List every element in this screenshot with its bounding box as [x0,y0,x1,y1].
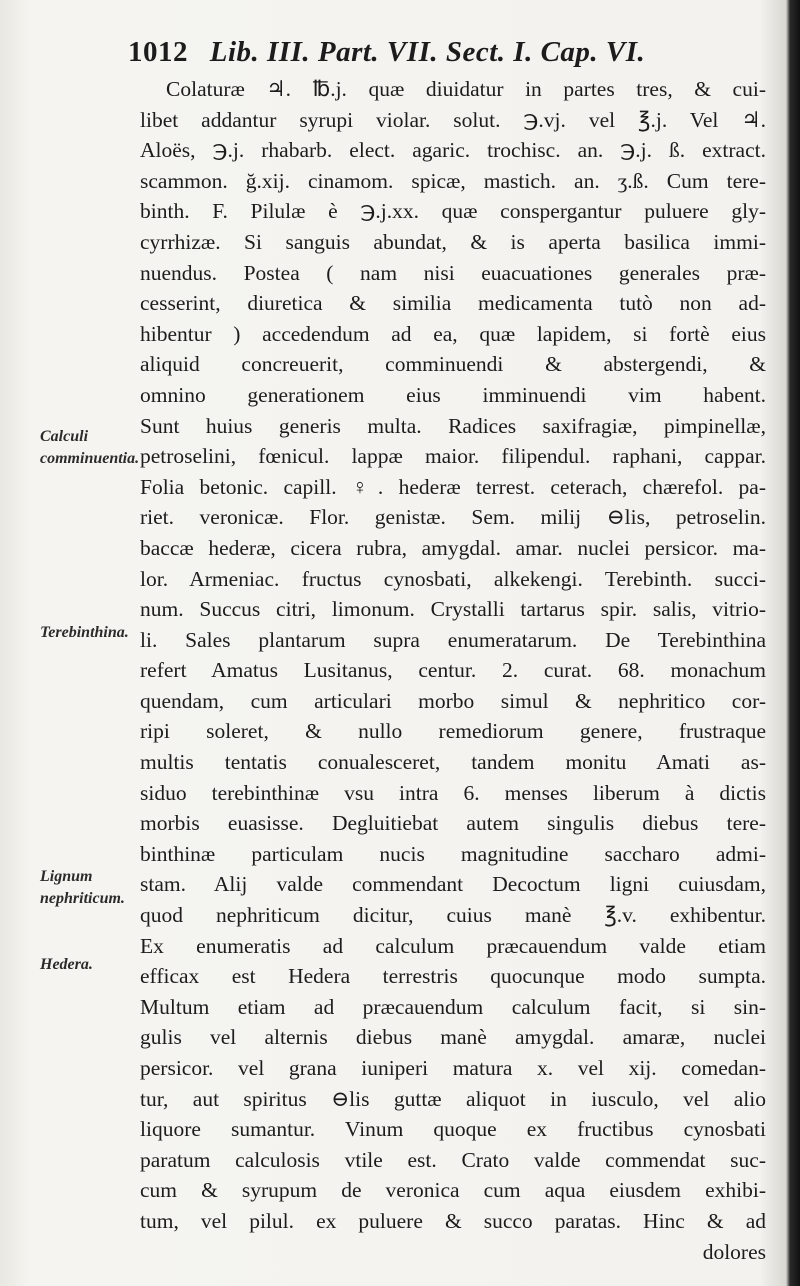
text-line: Sunt huius generis multa. Radices saxifragiæ, pimpinellæ, [140,413,766,438]
text-line: hibentur ) accedendum ad ea, quæ lapidem, si fortè eius [140,321,766,346]
text-line: binthinæ particulam nucis magnitudine saccharo admi- [140,841,766,866]
text-line: Aloës, ℈.j. rhabarb. elect. agaric. trochisc. an. ℈.j. ß. extract. [140,138,766,163]
text-line: tum, vel pilul. ex puluere & succo paratas. Hinc & ad [140,1208,766,1233]
text-line: persicor. vel grana iuniperi matura x. vel xij. comedan- [140,1056,766,1080]
text-line: Multum etiam ad præcauendum calculum facit, si sin- [140,994,766,1019]
text-line: petroselini, fœnicul. lappæ maior. filipendul. raphani, cappar. [140,444,766,469]
marginal-note: Hedera. [40,956,93,973]
marginal-note: Calculi comminuentia. [40,428,140,467]
text-line: Folia betonic. capill. ♀. hederæ terrest. ceterach, chærefol. pa- [140,474,766,499]
text-line: morbis euasisse. Degluitiebat autem singulis diebus tere- [140,811,766,836]
text-line: multis tentatis conualesceret, tandem monitu Amati as- [140,750,766,775]
text-line: cum & syrupum de veronica cum aqua eiusdem exhibi- [140,1178,766,1203]
running-title: Lib. III. Part. VII. Sect. I. Cap. VI. [209,36,646,68]
text-line: stam. Alij valde commendant Decoctum ligni cuiusdam, [140,872,766,897]
text-line: refert Amatus Lusitanus, centur. 2. curat. 68. monachum [140,658,766,683]
text-line: scammon. ğ.xij. cinamom. spicæ, mastich. an. ʒ.ß. Cum tere- [140,168,766,193]
text-line: liquore sumantur. Vinum quoque ex fructibus cynosbati [140,1117,766,1142]
text-line: aliquid concreuerit, comminuendi & abstergendi, & [140,352,766,377]
text-line: nuendus. Postea ( nam nisi euacuationes generales præ- [140,260,766,285]
text-line: paratum calculosis vtile est. Crato valde commendat suc- [140,1147,766,1172]
text-line: li. Sales plantarum supra enumeratarum. De Terebinthina [140,627,766,652]
text-line: cesserint, diuretica & similia medicamenta tutò non ad- [140,291,766,316]
text-line: lor. Armeniac. fructus cynosbati, alkekengi. Terebinth. succi- [140,566,766,591]
text-line: efficax est Hedera terrestris quocunque modo sumpta. [140,964,766,989]
text-line: num. Succus citri, limonum. Crystalli tartarus spir. salis, vitrio- [140,597,766,622]
body-text [140,74,766,1267]
text-line: siduo terebinthinæ vsu intra 6. menses liberum à dictis [140,780,766,805]
text-line: gulis vel alternis diebus manè amygdal. amaræ, nuclei [140,1025,766,1050]
text-line: riet. veronicæ. Flor. genistæ. Sem. milij ⊖lis, petroselin. [140,505,766,530]
text-line: quendam, cum articulari morbo simul & nephritico cor- [140,688,766,713]
text-line: ripi soleret, & nullo remediorum genere, frustraque [140,719,766,744]
text-line: Colaturæ ♃. ℔.j. quæ diuidatur in partes tres, & cui- [166,77,766,101]
page-number: 1012 [128,36,188,68]
running-header [128,36,768,69]
text-line: tur, aut spiritus ⊖lis guttæ aliquot in iusculo, vel alio [140,1086,766,1111]
text-line: libet addantur syrupi violar. solut. ℈.vj. vel ℥.j. Vel ♃. [140,107,766,132]
text-line: omnino generationem eius imminuendi vim habent. [140,382,766,407]
text-line: cyrrhizæ. Si sanguis abundat, & is aperta basilica immi- [140,229,766,254]
text-line: Ex enumeratis ad calculum præcauendum valde etiam [140,933,766,958]
catchword: dolores [702,1239,766,1264]
text-line: binth. F. Pilulæ è ℈.j.xx. quæ conspergantur puluere gly- [140,199,766,224]
marginal-note: Terebinthina. [40,624,129,641]
marginal-note: Lignum nephriticum. [40,868,125,907]
text-line: baccæ hederæ, cicera rubra, amygdal. amar. nuclei persicor. ma- [140,535,766,560]
text-line: quod nephriticum dicitur, cuius manè ℥.v. exhibentur. [140,903,766,928]
